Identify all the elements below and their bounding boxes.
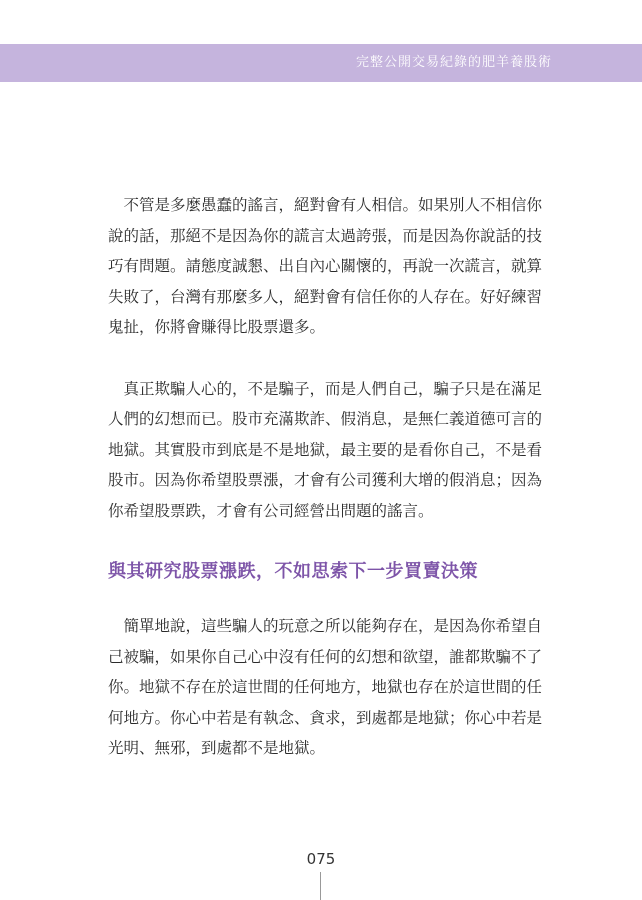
footer-divider-line	[320, 872, 321, 900]
page-number: 075	[306, 850, 336, 868]
section-heading: 與其研究股票漲跌，不如思索下一步買賣決策	[108, 561, 478, 582]
paragraph-1: 不管是多麼愚蠢的謠言，絕對會有人相信。如果別人不相信你說的話，那絕不是因為你的謊言太過誇張，而是因為你說話的技巧有問題。請態度誠懇、出自內心關懷的，再說一次謊言，就算失敗了，台灣有那麼多人，絕對會有信任你的人存在。好好練習鬼扯，你將會賺得比股票還多。	[108, 196, 543, 336]
paragraph-spacer	[108, 343, 542, 374]
paragraph-2: 真正欺騙人心的，不是騙子，而是人們自己，騙子只是在滿足人們的幻想而已。股市充滿欺詐、假消息，是無仁義道德可言的地獄。其實股市到底是不是地獄，最主要的是看你自己，不是看股市。因為你希望股票漲，才會有公司獲利大增的假消息；因為你希望股票跌，才會有公司經營出問題的謠言。	[108, 379, 543, 520]
paragraph-3: 簡單地說，這些騙人的玩意之所以能夠存在，是因為你希望自己被騙，如果你自己心中沒有任何的幻想和欲望，誰都欺騙不了你。地獄不存在於這世間的任何地方，地獄也存在於這世間的任何地方。你心中若是有執念、貪求，到處都是地獄；你心中若是光明、無邪，到處都不是地獄。	[108, 617, 543, 757]
heading-spacer	[108, 587, 542, 611]
section-spacer	[108, 526, 542, 557]
header-band	[0, 44, 642, 82]
page-content	[108, 190, 542, 764]
running-header-title: 完整公開交易紀錄的肥羊養股術	[355, 55, 552, 70]
